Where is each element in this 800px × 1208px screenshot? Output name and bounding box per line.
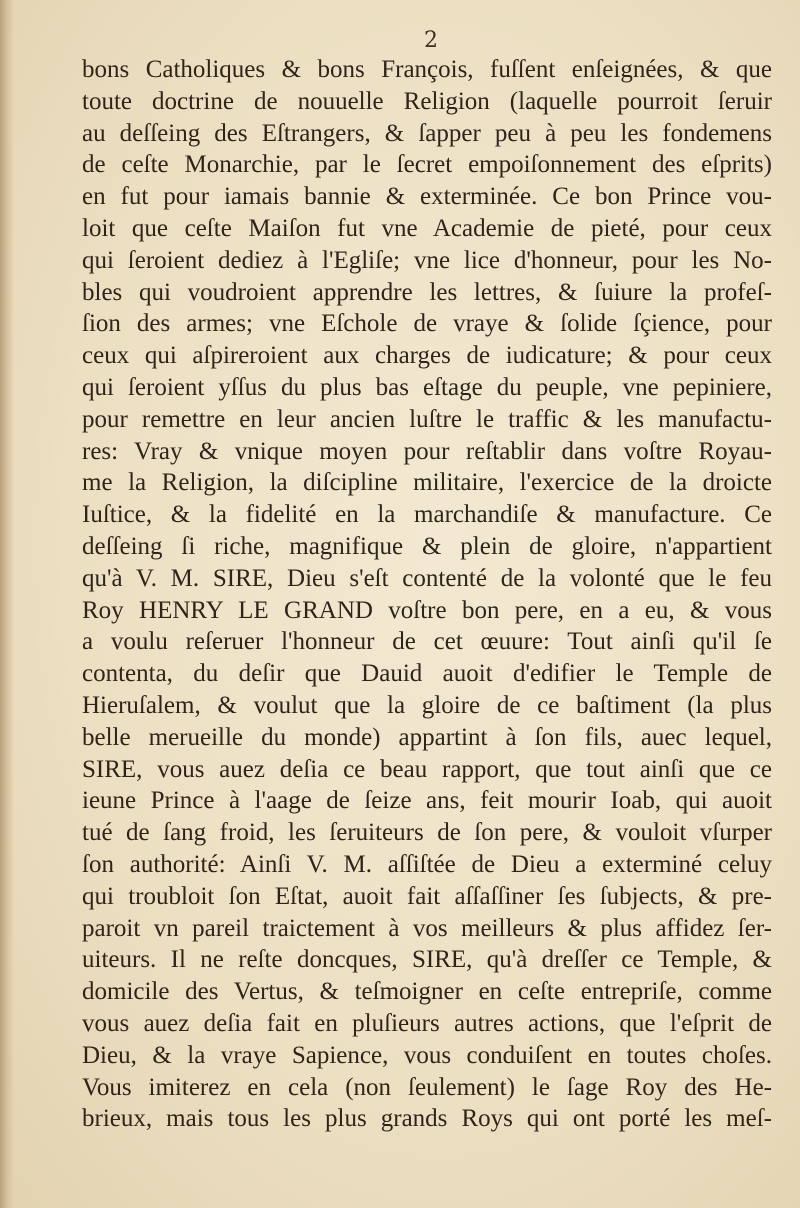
- text-line: res: Vray & vnique moyen pour reſtablir dans voſtre Royau-: [82, 437, 772, 465]
- text-line: de ceſte Monarchie, par le ſecret empoiſonnement des eſprits): [82, 151, 772, 179]
- text-line: Hieruſalem, & voulut que la gloire de ce baſtiment (la plus: [82, 691, 772, 719]
- page-number: 2: [424, 28, 438, 53]
- page-gutter: [0, 0, 14, 1208]
- text-line: ſon authorité: Ainſi V. M. aſſiſtée de Dieu a exterminé celuy: [82, 850, 772, 878]
- text-line: a voulu reſeruer l'honneur de cet œuure: Tout ainſi qu'il ſe: [82, 628, 772, 656]
- text-line: bons Catholiques & bons François, fuſſent enſeignées, & que: [82, 56, 772, 83]
- text-line: uiteurs. Il ne reſte doncques, SIRE, qu'à dreſſer ce Temple, &: [82, 946, 772, 974]
- text-line: me la Religion, la diſcipline militaire, l'exercice de la droicte: [82, 469, 772, 497]
- text-line: qui ſeroient dediez à l'Egliſe; vne lice d'honneur, pour les No-: [82, 246, 772, 274]
- text-line: domicile des Vertus, & teſmoigner en ceſte entrepriſe, comme: [82, 978, 772, 1006]
- text-line: vous auez deſia fait en pluſieurs autres actions, que l'eſprit de: [82, 1009, 772, 1037]
- text-line: Iuſtice, & la fidelité en la marchandiſe & manufacture. Ce: [82, 501, 772, 529]
- text-line: toute doctrine de nouuelle Religion (laquelle pourroit ſeruir: [82, 87, 772, 115]
- text-line: Roy HENRY LE GRAND voſtre bon pere, en a eu, & vous: [82, 596, 772, 624]
- text-line: qui ſeroient yſſus du plus bas eſtage du peuple, vne pepiniere,: [82, 373, 772, 401]
- body-text: [82, 54, 772, 1135]
- text-line: Vous imiterez en cela (non ſeulement) le ſage Roy des He-: [82, 1073, 772, 1101]
- text-line: ſion des armes; vne Eſchole de vraye & ſolide ſçience, pour: [82, 310, 772, 338]
- text-line: deſſeing ſi riche, magnifique & plein de gloire, n'appartient: [82, 532, 772, 560]
- text-line: tué de ſang froid, les ſeruiteurs de ſon pere, & vouloit vſurper: [82, 819, 772, 847]
- text-line: au deſſeing des Eſtrangers, & ſapper peu à peu les fondemens: [82, 119, 772, 147]
- text-line: ieune Prince à l'aage de ſeize ans, feit mourir Ioab, qui auoit: [82, 787, 772, 815]
- text-line: contenta, du deſir que Dauid auoit d'edifier le Temple de: [82, 660, 772, 688]
- text-line: paroit vn pareil traictement à vos meilleurs & plus affidez ſer-: [82, 914, 772, 942]
- text-line: qu'à V. M. SIRE, Dieu s'eſt contenté de la volonté que le feu: [82, 564, 772, 592]
- text-line: belle merueille du monde) appartint à ſon fils, auec lequel,: [82, 723, 772, 751]
- text-line: ceux qui aſpireroient aux charges de iudicature; & pour ceux: [82, 342, 772, 370]
- text-line: en fut pour iamais bannie & exterminée. Ce bon Prince vou-: [82, 183, 772, 211]
- text-line: Dieu, & la vraye Sapience, vous conduiſent en toutes choſes.: [82, 1041, 772, 1069]
- text-line: loit que ceſte Maiſon fut vne Academie de pieté, pour ceux: [82, 214, 772, 242]
- text-line: bles qui voudroient apprendre les lettres, & ſuiure la profeſ-: [82, 278, 772, 306]
- text-line: qui troubloit ſon Eſtat, auoit fait aſſaſſiner ſes ſubjects, & pre-: [82, 882, 772, 910]
- text-line: brieux, mais tous les plus grands Roys qui ont porté les meſ-: [82, 1105, 772, 1133]
- text-line: pour remettre en leur ancien luſtre le traffic & les manufactu-: [82, 405, 772, 433]
- text-line: SIRE, vous auez deſia ce beau rapport, que tout ainſi que ce: [82, 755, 772, 783]
